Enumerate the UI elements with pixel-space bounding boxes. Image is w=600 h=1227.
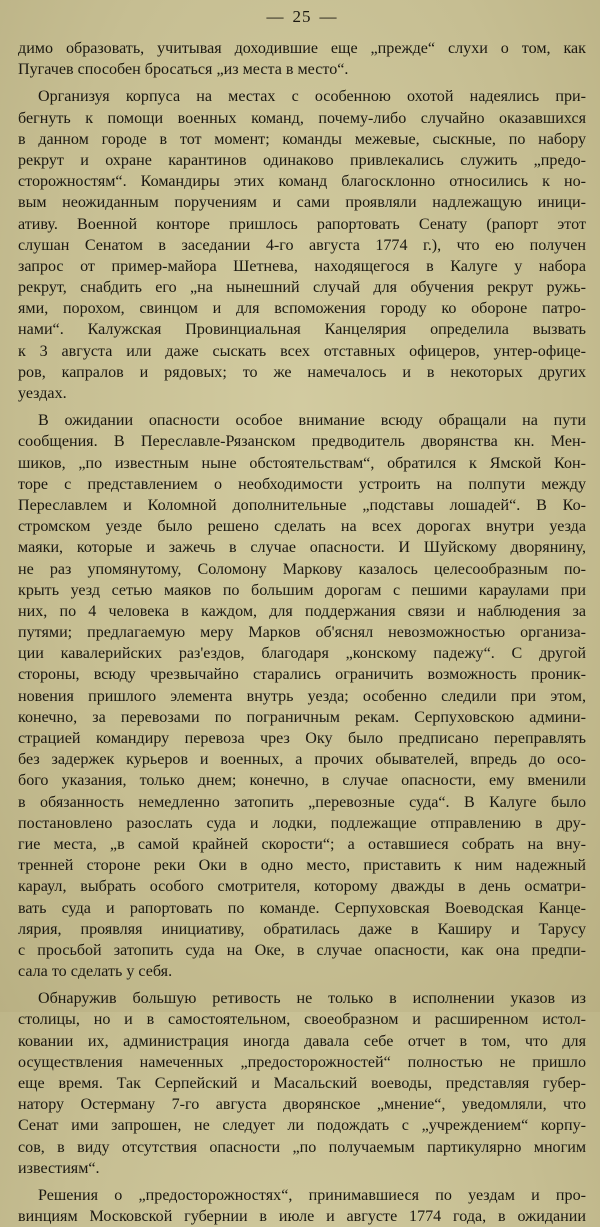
text-line: бого указания, только днем; конечно, в случае опасности, ему вменили bbox=[18, 772, 586, 790]
text-line: известиям“. bbox=[18, 1159, 100, 1177]
text-line: Сенат ими запрошен, не следует ли подождать с „учреждением“ корпу- bbox=[18, 1117, 586, 1135]
text-line: рекрут, снабдить его „на нынешний случай для обучения рекрут ружь- bbox=[18, 279, 586, 297]
text-line: ями, порохом, свинцом и для вспоможения городу ко обороне патро- bbox=[18, 300, 586, 318]
text-line: без задержек курьеров и военных, а прочих обывателей, впредь до осо- bbox=[18, 751, 586, 769]
text-line: шиков, „по известным ныне обстоятельствам“, обратился к Ямской Кон- bbox=[18, 454, 586, 472]
text-line: ковании их, администрация иногда давала себе отчет в том, что для bbox=[18, 1032, 586, 1050]
text-line: рекрут и охране карантинов одинаково привлекались служить „предо- bbox=[18, 151, 586, 169]
text-line: постановлено разослать суда и лодки, подлежащие отправлению в дру- bbox=[18, 814, 586, 832]
text-line: Пугачев способен бросаться „из места в место“. bbox=[18, 61, 349, 79]
text-line: Решения о „предосторожностях“, принимавшиеся по уездам и про- bbox=[38, 1186, 586, 1204]
text-line: еще время. Так Серпейский и Масальский воеводы, представляя губер- bbox=[18, 1075, 586, 1092]
text-line: бегнуть к помощи военных команд, почему-либо случайно оказавшихся bbox=[18, 109, 586, 127]
text-line: запрос от пример-майора Шетнева, находящегося в Калуге у набора bbox=[18, 257, 586, 275]
text-line: страцией командиру перевоза чрез Оку было предписано переправлять bbox=[18, 730, 586, 747]
text-line: уездах. bbox=[18, 385, 67, 402]
text-line: димо образовать, учитывая доходившие еще „прежде“ слухи о том, как bbox=[18, 40, 586, 57]
text-line: тренней стороне реки Оки в одно место, приставить к ним надежный bbox=[18, 857, 586, 875]
text-line: В ожидании опасности особое внимание всюду обращали на пути bbox=[38, 412, 586, 430]
text-line: винциям Московской губернии в июле и августе 1774 года, в ожидании bbox=[18, 1208, 586, 1226]
text-line: них, по 4 человека в каждом, для поддержания связи и наблюдения за bbox=[18, 602, 586, 620]
text-line: осуществления намеченных „предосторожностей“ полностью не пришло bbox=[18, 1053, 586, 1071]
document-page bbox=[18, 6, 586, 1226]
text-line: с просьбой затопить суда на Оке, в случае опасности, как она предпи- bbox=[18, 941, 586, 959]
page-number-value: 25 bbox=[292, 7, 312, 26]
text-line: новения пришлого элемента внутрь уезда; особенно следили при этом, bbox=[18, 687, 586, 705]
paragraph bbox=[18, 410, 586, 982]
text-line: сов, в виду отсутствия опасности „по получаемым партикулярно многим bbox=[18, 1138, 586, 1156]
text-line: караул, выбрать особого смотрителя, которому дважды в день осматри- bbox=[18, 878, 586, 896]
text-line: ативу. Военной конторе пришлось рапортовать Сенату (рапорт этот bbox=[18, 215, 586, 233]
text-line: вать суда и рапортовать по команде. Серпуховская Воеводская Канце- bbox=[18, 899, 586, 917]
paragraph bbox=[18, 1185, 586, 1227]
text-line: Обнаружив большую ретивость не только в исполнении указов из bbox=[38, 990, 586, 1008]
text-line: сообщения. В Переславле-Рязанском предводитель дворянства кн. Мен- bbox=[18, 433, 586, 451]
text-line: натору Остерману 7-го августа дворянское „мнение“, уведомляли, что bbox=[18, 1096, 586, 1114]
text-line: слушан Сенатом в заседании 4-го августа 1774 г.), что ею получен bbox=[18, 236, 586, 254]
text-line: сала то сделать у себя. bbox=[18, 963, 173, 981]
text-line: столицы, но и в самостоятельном, своеобразном и расширенном истол- bbox=[18, 1011, 586, 1029]
body-text bbox=[18, 38, 586, 1227]
text-line: конечно, за перевозами по пограничным рекам. Серпуховскою админи- bbox=[18, 708, 586, 726]
text-line: сторожностям“. Командиры этих команд благосклонно относились к но- bbox=[18, 173, 586, 191]
text-line: Переславлем и Коломной дополнительные „подставы лошадей“. В Ко- bbox=[18, 496, 586, 514]
text-line: вым неожиданным поручениям и сами проявляли надлежащую иници- bbox=[18, 194, 586, 212]
text-line: крыть уезд сетью маяков по большим дорогам с пешими караулами при bbox=[18, 581, 586, 599]
text-line: маяки, которые и зажечь в случае опасности. И Шуйскому дворянину, bbox=[18, 539, 586, 557]
paragraph bbox=[18, 38, 586, 80]
text-line: лярия, проявляя инициативу, обратилась даже в Каширу и Тарусу bbox=[18, 920, 586, 938]
text-line: Организуя корпуса на местах с особенною охотой надеялись при- bbox=[38, 88, 586, 106]
text-line: нами“. Калужская Провинциальная Канцелярия определила вызвать bbox=[18, 321, 586, 339]
text-line: в данном городе в тот момент; команды межевые, сыскные, по набору bbox=[18, 130, 586, 148]
text-line: торе с представлением о необходимости устроить на полпути между bbox=[18, 475, 586, 493]
page-number: — 25 — bbox=[266, 7, 338, 26]
paragraph bbox=[18, 988, 586, 1179]
text-line: не раз упомянутому, Соломону Маркову казалось целесообразным по- bbox=[18, 560, 586, 578]
text-line: ров, капралов и рядовых; то же намечалось и в некоторых других bbox=[18, 363, 586, 381]
paragraph bbox=[18, 86, 586, 404]
text-line: к 3 августа или даже сыскать всех отставных офицеров, унтер-офице- bbox=[18, 342, 586, 360]
text-line: путями; предлагаемую меру Марков об'яснял невозможностью организа- bbox=[18, 624, 586, 642]
text-line: в обязанность немедленно затопить „перевозные суда“. В Калуге было bbox=[18, 793, 586, 811]
text-line: стромском уезде было решено сделать на всех дорогах внутри уезда bbox=[18, 518, 586, 536]
text-line: ции кавалерийских раз'ездов, благодаря „конскому падежу“. С другой bbox=[18, 645, 586, 663]
text-line: стороны, всюду чрезвычайно старались ограничить возможность проник- bbox=[18, 666, 586, 684]
text-line: гие места, „в самой крайней скорости“; а оставшиеся собрать на вну- bbox=[18, 835, 586, 853]
